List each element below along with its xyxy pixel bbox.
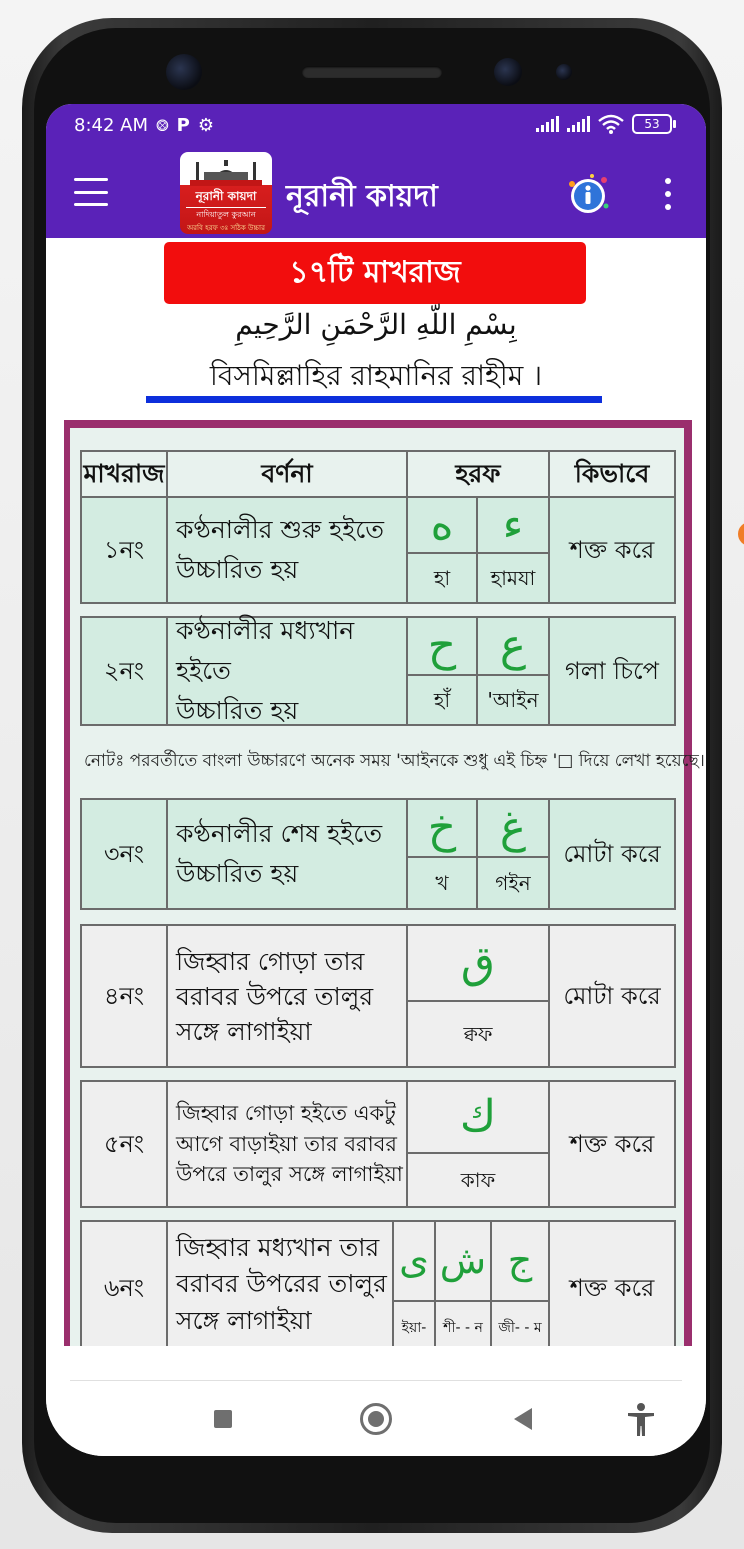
status-bar bbox=[46, 104, 706, 148]
row-6-desc-line: বরাবর উপরের তালুর bbox=[176, 1269, 387, 1299]
header-how: কিভাবে bbox=[548, 450, 676, 498]
row-5-desc-line: আগে বাড়াইয়া তার বরাবর bbox=[176, 1131, 397, 1156]
lesson-content bbox=[46, 238, 706, 1346]
header-makhraj: মাখরাজ bbox=[80, 450, 168, 498]
gear-icon: ⚙ bbox=[197, 115, 214, 136]
row-6-pron-b: শী- - ন bbox=[434, 1300, 492, 1346]
wifi-icon bbox=[598, 114, 624, 134]
header-letters: হরফ bbox=[406, 450, 550, 498]
earpiece-speaker bbox=[302, 66, 442, 78]
row-6-desc-line: জিহ্বার মধ্যখান তার bbox=[176, 1233, 380, 1262]
row-2-letter-b: ع bbox=[476, 616, 550, 676]
row-5-desc bbox=[166, 1080, 408, 1208]
sensor-small bbox=[556, 64, 572, 80]
row-3-how: মোটা করে bbox=[548, 798, 676, 910]
signal-icon bbox=[567, 116, 590, 132]
recents-icon[interactable] bbox=[214, 1410, 232, 1428]
row-2-how: গলা চিপে bbox=[548, 616, 676, 726]
row-1-letter-b: ء bbox=[476, 496, 550, 554]
row-6-how: শক্ত করে bbox=[548, 1220, 676, 1346]
row-4-how: মোটা করে bbox=[548, 924, 676, 1068]
row-6-num: ৬নং bbox=[80, 1220, 168, 1346]
header-description: বর্ণনা bbox=[166, 450, 408, 498]
row-6-pron-a: ইয়া- bbox=[392, 1300, 436, 1346]
row-2-letter-a: ح bbox=[406, 616, 478, 676]
row-4-desc bbox=[166, 924, 408, 1068]
row-5-num: ৫নং bbox=[80, 1080, 168, 1208]
row-3-pron-a: খ bbox=[406, 856, 478, 910]
row-2-pron-a: হাঁ bbox=[406, 674, 478, 726]
logo-subtitle: নাদিয়াতুল কুরআন bbox=[186, 207, 266, 222]
row-3-pron-b: গইন bbox=[476, 856, 550, 910]
row-5-how: শক্ত করে bbox=[548, 1080, 676, 1208]
status-time: 8:42 AM bbox=[74, 115, 148, 136]
logo-tagline: অরবি হরফ ৩ঃ সঠিক উচ্চার bbox=[187, 224, 265, 232]
row-6-desc bbox=[166, 1220, 394, 1346]
row-4-desc-line: সঙ্গে লাগাইয়া bbox=[176, 1016, 312, 1046]
row-2-desc-line: কণ্ঠনালীর মধ্যখান হইতে bbox=[176, 616, 355, 685]
row-2-pron-b: 'আইন bbox=[476, 674, 550, 726]
row-1-num: ১নং bbox=[80, 496, 168, 604]
front-camera bbox=[166, 54, 202, 90]
menu-icon[interactable] bbox=[74, 178, 108, 206]
mosque-icon bbox=[190, 158, 262, 186]
row-1-pron-a: হা bbox=[406, 552, 478, 604]
row-6-letter-a: ى bbox=[392, 1220, 436, 1302]
app-title: নূরানী কায়দা bbox=[286, 179, 438, 214]
row-6-letter-c: ج bbox=[490, 1220, 550, 1302]
row-2-desc-line: উচ্চারিত হয় bbox=[176, 696, 299, 725]
signal-icon bbox=[536, 116, 559, 132]
row-5-letter: ك bbox=[406, 1080, 550, 1154]
app-screen bbox=[46, 104, 706, 1456]
row-4-letter: ق bbox=[406, 924, 550, 1002]
app-logo bbox=[180, 152, 272, 234]
divider-rule bbox=[146, 396, 602, 403]
row-3-desc bbox=[166, 798, 408, 910]
p-icon: P bbox=[176, 115, 190, 136]
navigation-bar bbox=[46, 1346, 706, 1456]
info-icon[interactable] bbox=[564, 172, 612, 216]
table-note: নোটঃ পরবর্তীতে বাংলা উচ্চারণে অনেক সময় 'আইনকে শুধু এই চিহ্ন '□ দিয়ে লেখা হয়েছে। bbox=[84, 751, 705, 771]
battery-icon bbox=[632, 114, 676, 134]
row-1-desc-line: উচ্চারিত হয় bbox=[176, 555, 299, 584]
accessibility-icon[interactable] bbox=[626, 1402, 656, 1438]
arabic-bismillah: بِسْمِ اللّهِ الرَّحْمَنِ الرَّحِيمِ bbox=[235, 308, 517, 341]
row-6-desc-line: সঙ্গে লাগাইয়া bbox=[176, 1305, 312, 1335]
row-4-pron: ক্বফ bbox=[406, 1000, 550, 1068]
nav-divider bbox=[70, 1380, 682, 1381]
home-icon[interactable] bbox=[360, 1403, 392, 1435]
row-1-desc bbox=[166, 496, 408, 604]
row-1-how: শক্ত করে bbox=[548, 496, 676, 604]
row-4-num: ৪নং bbox=[80, 924, 168, 1068]
row-5-desc-line: জিহ্বার গোড়া হইতে একটু bbox=[176, 1101, 396, 1126]
makhraj-table bbox=[70, 428, 705, 1346]
back-icon[interactable] bbox=[514, 1408, 532, 1430]
row-4-desc-line: জিহ্বার গোড়া তার bbox=[176, 946, 365, 976]
battery-level: 53 bbox=[632, 114, 672, 134]
app-bar bbox=[46, 148, 706, 238]
row-6-pron-c: জী- - ম bbox=[490, 1300, 550, 1346]
row-3-desc-line: কণ্ঠনালীর শেষ হইতে bbox=[176, 819, 383, 848]
lesson-banner: ১৭টি মাখরাজ bbox=[164, 242, 586, 304]
row-2-desc bbox=[166, 616, 408, 726]
sensor bbox=[494, 58, 522, 86]
row-3-letter-a: خ bbox=[406, 798, 478, 858]
row-3-desc-line: উচ্চারিত হয় bbox=[176, 859, 299, 888]
row-1-pron-b: হামযা bbox=[476, 552, 550, 604]
row-3-letter-b: غ bbox=[476, 798, 550, 858]
row-2-num: ২নং bbox=[80, 616, 168, 726]
edge-handle[interactable] bbox=[738, 522, 744, 546]
more-vert-icon[interactable] bbox=[660, 178, 676, 210]
no-notification-icon: ⨷ bbox=[156, 115, 169, 135]
row-6-letter-b: ش bbox=[434, 1220, 492, 1302]
row-4-desc-line: বরাবর উপরে তালুর bbox=[176, 981, 374, 1011]
logo-title: নূরানী কায়দা bbox=[195, 189, 257, 203]
row-5-pron: কাফ bbox=[406, 1152, 550, 1208]
row-3-num: ৩নং bbox=[80, 798, 168, 910]
row-1-letter-a: ه bbox=[406, 496, 478, 554]
makhraj-table-image bbox=[64, 420, 705, 1346]
row-5-desc-line: উপরে তালুর সঙ্গে লাগাইয়া bbox=[176, 1162, 403, 1187]
bangla-bismillah: বিসমিল্লাহির রাহমানির রাহীম । bbox=[209, 359, 543, 392]
row-1-desc-line: কণ্ঠনালীর শুরু হইতে bbox=[176, 515, 385, 544]
